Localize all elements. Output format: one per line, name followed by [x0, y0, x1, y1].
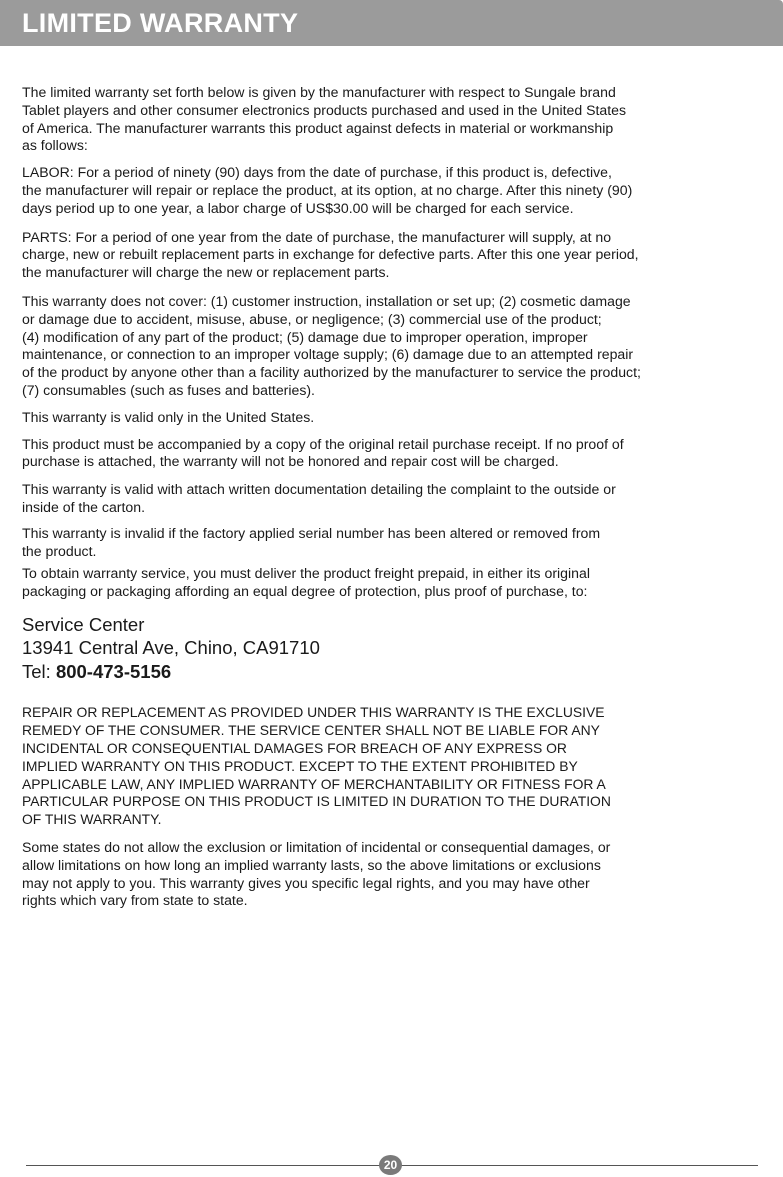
parts-paragraph: PARTS: For a period of one year from the date of purchase, the manufacturer will supply, at no charge, new or rebuilt replacement parts in exchange for defective parts. After this one year period, the manufacturer will charge the new or replacement parts. [22, 228, 639, 281]
warranty-body [22, 84, 762, 910]
documentation-paragraph: This warranty is valid with attach written documentation detailing the complaint to the outside or inside of the carton. [22, 481, 616, 515]
receipt-paragraph: This product must be accompanied by a copy of the original retail purchase receipt. If no proof of purchase is attached, the warranty will not be honored and repair cost will be charged. [22, 435, 624, 470]
page-number-badge: 20 [379, 1155, 402, 1175]
exclusive-remedy-paragraph: REPAIR OR REPLACEMENT AS PROVIDED UNDER THIS WARRANTY IS THE EXCLUSIVE REMEDY OF THE CONSUMER. THE SERVICE CENTER SHALL NOT BE LIABLE FOR ANY INCIDENTAL OR CONSEQUENTIAL DAMAGES FOR BREACH OF ANY EXPRESS OR IMPLIED WARRANTY ON THIS PRODUCT. EXCEPT TO THE EXTENT PROHIBITED BY APPLICABLE LAW, ANY IMPLIED WARRANTY OF MERCHANTABILITY OR FITNESS FOR A PARTICULAR PURPOSE ON THIS PRODUCT IS LIMITED IN DURATION TO THE DURATION OF THIS WARRANTY. [22, 704, 611, 828]
labor-paragraph: LABOR: For a period of ninety (90) days from the date of purchase, if this product is, defective, the manufacturer will repair or replace the product, at its option, at no charge. After this ninety (90) days period up to one year, a labor charge of US$30.00 will be charged for each service. [22, 164, 633, 216]
state-rights-paragraph: Some states do not allow the exclusion or limitation of incidental or consequential damages, or allow limitations on how long an implied warranty lasts, so the above limitations or exclusions may not apply to you. This warranty gives you specific legal rights, and you may have other rights which vary from state to state. [22, 839, 611, 909]
page-title: LIMITED WARRANTY [22, 8, 299, 38]
service-center-address: 13941 Central Ave, Chino, CA91710 [22, 637, 320, 659]
valid-us-paragraph: This warranty is valid only in the United States. [22, 408, 315, 425]
header-bar [0, 0, 783, 46]
serial-paragraph: This warranty is invalid if the factory applied serial number has been altered or removed from the product. [22, 524, 601, 559]
exclusions-paragraph: This warranty does not cover: (1) customer instruction, installation or set up; (2) cosmetic damage or damage due to accident, misuse, abuse, or negligence; (3) commercial use of the product; (4) modification of any part of the product; (5) damage due to improper operation, improper maintenance, or connection to an improper voltage supply; (6) damage due to an attempted repair of the product by anyone other than a facility authorized by the manufacturer to service the product; (7) consumables (such as fuses and batteries). [22, 292, 641, 398]
phone-number: 800-473-5156 [55, 660, 172, 682]
obtain-service-paragraph: To obtain warranty service, you must deliver the product freight prepaid, in either its original packaging or packaging affording an equal degree of protection, plus proof of purchase, to: [22, 565, 590, 600]
service-center-block [22, 613, 762, 684]
service-center-name: Service Center [22, 613, 145, 635]
service-center-phone [22, 660, 762, 684]
phone-label: Tel: [22, 660, 56, 682]
intro-paragraph: The limited warranty set forth below is given by the manufacturer with respect to Sungale brand Tablet players and other consumer electronics products purchased and used in the United States of America. The manufacturer warrants this product against defects in material or workmanship as follows: [22, 84, 627, 154]
